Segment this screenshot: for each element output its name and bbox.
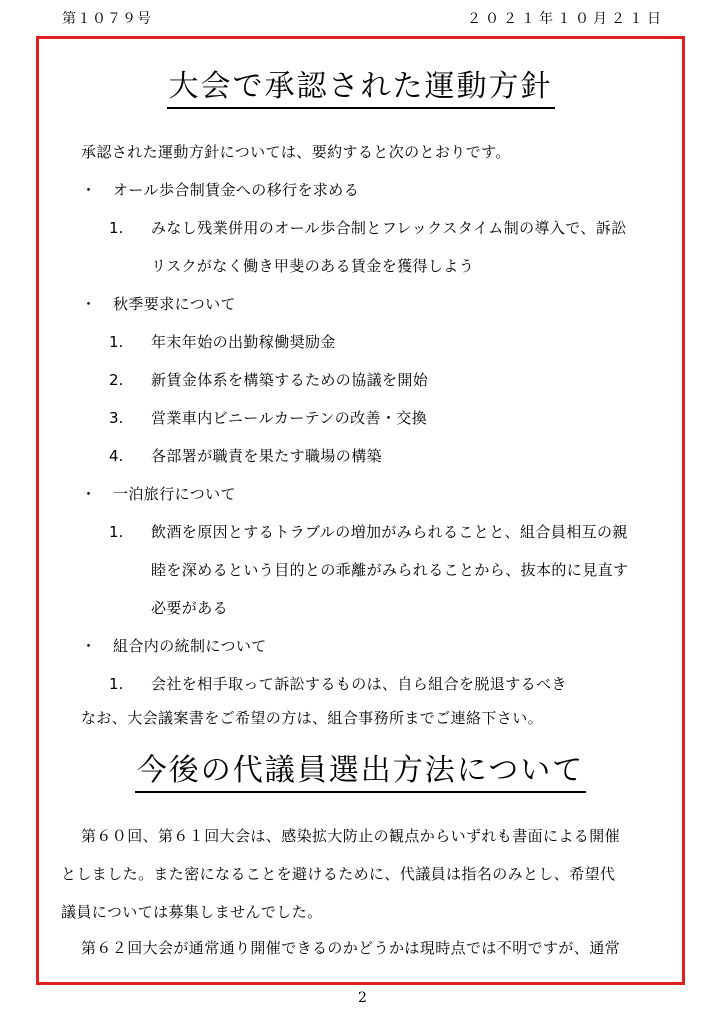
issue-number: 第１０７９号 <box>62 11 152 27</box>
article-frame <box>36 36 685 985</box>
section-title-policy: 大会で承認された運動方針 <box>39 67 682 109</box>
body-paragraph-line: 第６２回大会が通常通り開催できるのかどうかは現時点では不明ですが、通常 <box>81 939 621 957</box>
sub-item-text: 年末年始の出勤稼働奨励金 <box>151 333 336 351</box>
item-number: 2. <box>109 371 124 389</box>
body-paragraph-line: 第６０回、第６１回大会は、感染拡大防止の観点からいずれも書面による開催 <box>81 827 621 845</box>
sub-item-text: リスクがなく働き甲斐のある賃金を獲得しよう <box>151 257 475 275</box>
policy-item-4: 組合内の統制について <box>113 637 267 655</box>
bullet-mark: ・ <box>81 181 97 199</box>
section-title-delegates: 今後の代議員選出方法について <box>39 751 682 793</box>
sub-item-text: 新賃金体系を構築するための協議を開始 <box>151 371 429 389</box>
item-number: 3. <box>109 409 124 427</box>
policy-item-3: 一泊旅行について <box>113 485 236 503</box>
item-number: 1. <box>109 523 124 541</box>
body-paragraph-line: 議員については募集しませんでした。 <box>61 903 323 921</box>
policy-intro: 承認された運動方針については、要約すると次のとおりです。 <box>81 143 511 161</box>
sub-item-text: みなし残業併用のオール歩合制とフレックスタイム制の導入で、訴訟 <box>151 219 627 237</box>
bullet-mark: ・ <box>81 485 97 503</box>
sub-item-text: 各部署が職責を果たす職場の構築 <box>151 447 383 465</box>
bullet-mark: ・ <box>81 295 97 313</box>
sub-item-text: 飲酒を原因とするトラブルの増加がみられることと、組合員相互の親 <box>151 523 628 541</box>
issue-date: ２０２１年１０月２１日 <box>467 11 665 27</box>
sub-item-text: 睦を深めるという目的との乖離がみられることから、抜本的に見直す <box>151 561 629 579</box>
item-number: 1. <box>109 675 124 693</box>
bullet-mark: ・ <box>81 637 97 655</box>
item-number: 4. <box>109 447 124 465</box>
contact-note: なお、大会議案書をご希望の方は、組合事務所までご連絡下さい。 <box>81 709 544 727</box>
item-number: 1. <box>109 219 124 237</box>
policy-item-2: 秋季要求について <box>113 295 236 313</box>
body-paragraph-line: としました。また密になることを避けるために、代議員は指名のみとし、希望代 <box>61 865 616 883</box>
sub-item-text: 必要がある <box>151 599 229 617</box>
sub-item-text: 営業車内ビニールカーテンの改善・交換 <box>151 409 428 427</box>
item-number: 1. <box>109 333 124 351</box>
policy-item-1: オール歩合制賃金への移行を求める <box>113 181 360 199</box>
page-number: 2 <box>358 990 367 1006</box>
sub-item-text: 会社を相手取って訴訟するものは、自ら組合を脱退するべき <box>151 675 567 693</box>
